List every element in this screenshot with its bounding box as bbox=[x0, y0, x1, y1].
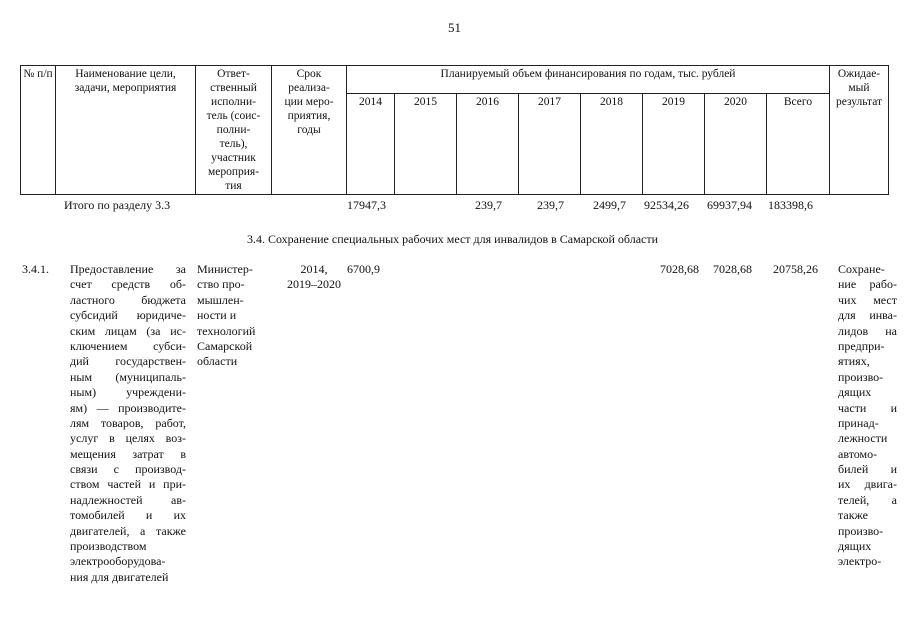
item-executor-line: Министер- bbox=[197, 262, 253, 276]
header-year-2014: 2014 bbox=[347, 94, 395, 195]
item-result bbox=[838, 262, 897, 570]
item-name bbox=[70, 262, 186, 585]
item-result-line: произво- bbox=[838, 523, 884, 538]
total-2018: 2499,7 bbox=[593, 198, 626, 212]
header-term: Срок реализа- ции меро- приятия, годы bbox=[272, 66, 347, 195]
item-name-line: ям) — производите- bbox=[70, 400, 186, 415]
item-name-line: услуг в целях воз- bbox=[70, 431, 186, 446]
item-2014: 6700,9 bbox=[347, 262, 380, 276]
item-name-line: ластного бюджета bbox=[70, 292, 186, 307]
item-name-line: связи с производ- bbox=[70, 462, 186, 477]
item-number: 3.4.1. bbox=[22, 262, 49, 276]
total-sum: 183398,6 bbox=[768, 198, 813, 212]
item-executor-line: области bbox=[197, 354, 238, 369]
header-executor: Ответ- ственный исполни- тель (соис- полни- тель), участник мероприя- тия bbox=[196, 66, 272, 195]
item-result-line: лежности bbox=[838, 431, 888, 446]
header-year-2017: 2017 bbox=[519, 94, 581, 195]
item-name-line: надлежностей ав- bbox=[70, 492, 186, 507]
header-name: Наименование цели, задачи, мероприятия bbox=[56, 66, 196, 195]
item-name-line: томобилей и их bbox=[70, 508, 186, 523]
item-name-line: субсидий юридиче- bbox=[70, 308, 186, 323]
item-result-line: Сохране- bbox=[838, 262, 885, 276]
item-name-line: ным (муниципаль- bbox=[70, 369, 186, 384]
item-executor-line: технологий bbox=[197, 323, 256, 338]
item-name-line: мещения затрат в bbox=[70, 446, 186, 461]
item-name-line: электрооборудова- bbox=[70, 554, 166, 569]
header-year-2018: 2018 bbox=[581, 94, 643, 195]
header-year-2019: 2019 bbox=[643, 94, 705, 195]
total-2017: 239,7 bbox=[537, 198, 564, 212]
header-table bbox=[20, 65, 889, 195]
item-total: 20758,26 bbox=[773, 262, 818, 276]
item-name-line: ния для двигателей bbox=[70, 569, 169, 584]
total-row-label: Итого по разделу 3.3 bbox=[64, 198, 171, 212]
total-2016: 239,7 bbox=[475, 198, 502, 212]
item-result-line: дящих bbox=[838, 385, 872, 400]
item-name-line: ключением субси- bbox=[70, 338, 186, 353]
item-result-line: ние рабо- bbox=[838, 277, 897, 292]
item-term-line: 2014, bbox=[300, 262, 328, 276]
item-name-line: ным) учреждени- bbox=[70, 385, 186, 400]
item-result-line: автомо- bbox=[838, 446, 878, 461]
item-result-line: принад- bbox=[838, 415, 879, 430]
header-planned-financing: Планируемый объем финансирования по годам, тыс. рублей bbox=[347, 66, 830, 94]
item-result-line: предпри- bbox=[838, 338, 885, 353]
header-result: Ожидае- мый результат bbox=[830, 66, 889, 195]
section-title: 3.4. Сохранение специальных рабочих мест для инвалидов в Самарской области bbox=[246, 232, 659, 246]
item-name-line: ством частей и при- bbox=[70, 477, 186, 492]
item-executor-line: мышлен- bbox=[197, 292, 244, 307]
total-2019: 92534,26 bbox=[644, 198, 689, 212]
item-name-line: ским лицам (за ис- bbox=[70, 323, 186, 338]
total-2014: 17947,3 bbox=[347, 198, 386, 212]
header-year-2016: 2016 bbox=[457, 94, 519, 195]
item-2020: 7028,68 bbox=[713, 262, 752, 276]
item-result-line: чих мест bbox=[838, 292, 897, 307]
item-name-line: счет средств об- bbox=[70, 277, 186, 292]
item-result-line: их двига- bbox=[838, 477, 897, 492]
item-name-line: лям товаров, работ, bbox=[70, 415, 186, 430]
item-result-line: электро- bbox=[838, 554, 882, 569]
item-result-line: билей и bbox=[838, 462, 897, 477]
item-2019: 7028,68 bbox=[660, 262, 699, 276]
item-result-line: телей, а bbox=[838, 492, 897, 507]
item-result-line: дящих bbox=[838, 539, 872, 554]
item-executor-line: ности и bbox=[197, 308, 237, 323]
item-result-line: ятиях, bbox=[838, 354, 870, 369]
item-term-line: 2019–2020 bbox=[287, 277, 341, 292]
page-number: 51 bbox=[448, 20, 461, 35]
header-year-total: Всего bbox=[767, 94, 830, 195]
item-executor-line: Самарской bbox=[197, 338, 253, 353]
header-num: № п/п bbox=[21, 66, 56, 195]
total-2020: 69937,94 bbox=[707, 198, 752, 212]
item-executor-line: ство про- bbox=[197, 277, 245, 292]
header-year-2020: 2020 bbox=[705, 94, 767, 195]
item-name-line: производством bbox=[70, 539, 147, 554]
item-result-line: для инва- bbox=[838, 308, 897, 323]
item-name-line: Предоставление за bbox=[70, 262, 186, 276]
header-year-2015: 2015 bbox=[395, 94, 457, 195]
item-result-line: также bbox=[838, 508, 869, 523]
item-name-line: дий государствен- bbox=[70, 354, 186, 369]
item-executor bbox=[197, 262, 269, 370]
item-result-line: части и bbox=[838, 400, 897, 415]
item-term bbox=[278, 262, 350, 293]
item-name-line: двигателей, а также bbox=[70, 523, 186, 538]
item-result-line: лидов на bbox=[838, 323, 897, 338]
item-result-line: произво- bbox=[838, 369, 884, 384]
